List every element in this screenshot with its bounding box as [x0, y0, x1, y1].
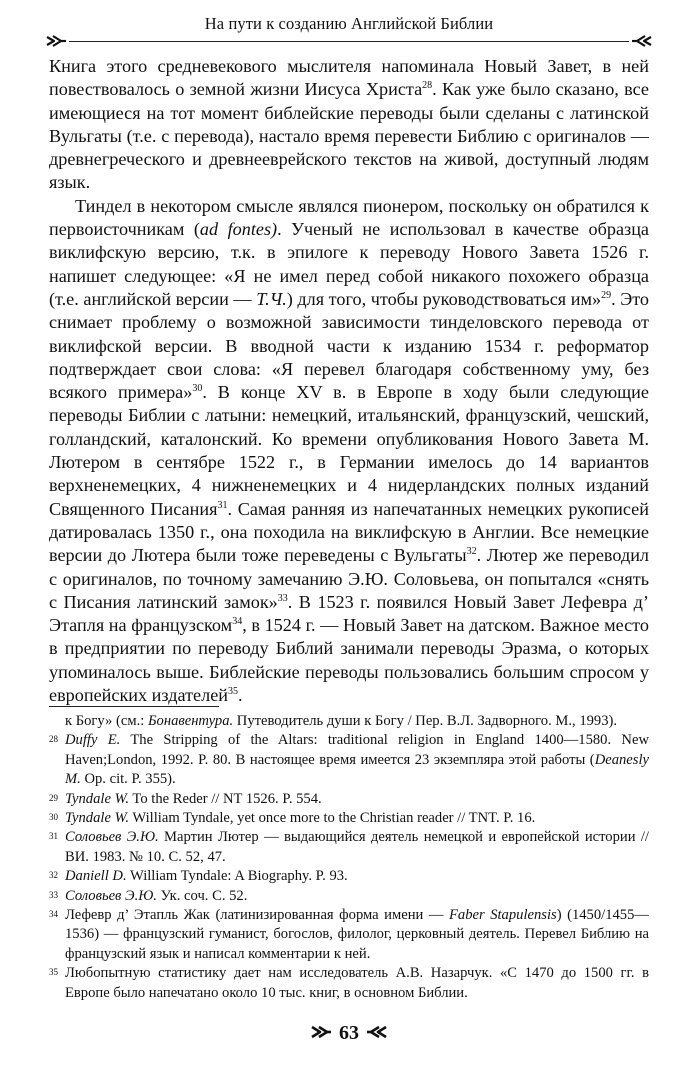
text-run: Мартин Лютер — выдающийся деятель немецкой и европейской истории // ВИ. 1983. № 10. С. 52, 47.: [65, 829, 649, 865]
footnote: [49, 731, 649, 789]
text-run: Op. cit. P. 355).: [80, 771, 176, 788]
text-run: . Самая ранняя из напечатанных немецких рукописей датировалась 1350 г., она походила на виклифскую в Англии. Все немецкие версии до Лютера были тоже переведены с Вульгаты: [49, 498, 649, 566]
italic-text: Соловьев Э.Ю.: [65, 887, 157, 904]
paragraph: [49, 195, 649, 708]
text-run: William Tyndale, yet once more to the Christian reader // TNT. P. 16.: [129, 810, 536, 827]
text-run: , в 1524 г. — Новый Завет на датском. Важное место в предприятии по переводу Библий занимали переводы Эразма, о которых упоминалось выше. Библейские переводы пользовались большим спросом у европейских издателей: [49, 615, 649, 706]
page-number: 63: [339, 1022, 359, 1044]
footnote-ref: 32: [466, 546, 477, 558]
footnotes: [49, 706, 649, 1003]
text-run: Ук. соч. С. 52.: [156, 887, 248, 904]
footnote: [49, 867, 649, 886]
footnote: [49, 828, 649, 867]
italic-text: ad fontes): [199, 219, 278, 240]
paragraph: [49, 55, 649, 195]
footnote: [49, 790, 649, 809]
footnote-number: 32: [49, 870, 58, 881]
text-run: ) для того, чтобы руководствоваться им»: [286, 288, 602, 309]
footnote: [49, 906, 649, 964]
italic-text: Tyndale W.: [65, 810, 130, 827]
header-rule: [69, 41, 629, 42]
text-run: . Это снимает проблему о возможной зависимости тинделовского перевода от виклифской версии. В вводной части к изданию 1534 г. реформатор подтверждает свои слова: «Я перевел благодаря собственному уму, без всякого примера»: [49, 288, 650, 403]
text-run: Тиндел в некотором смысле являлся пионером, поскольку он обратился к первоисточникам (: [49, 195, 649, 240]
footnote: [49, 964, 649, 1003]
text-run: .: [238, 685, 243, 706]
footnote-separator: [49, 706, 219, 707]
footnote-list: [49, 712, 649, 1003]
footnote-number: 28: [49, 734, 58, 745]
footnote-ref: 35: [228, 686, 239, 698]
ornament-arrow-right-icon: [45, 33, 67, 49]
footnote-number: 34: [49, 909, 58, 920]
footnote-ref: 34: [232, 616, 243, 628]
italic-text: Tyndale W.: [65, 790, 130, 807]
text-run: . Как уже было сказано, все имеющиеся на тот момент библейские переводы были сделаны с латинской Вульгаты (т.е. с перевода), настало время перевести Библию с оригиналов — древнегреческого и древнееврейского текстов на живой, доступный людям язык.: [49, 79, 649, 193]
italic-text: Deanesly M.: [65, 751, 649, 788]
book-page: [49, 0, 649, 1080]
footnote-number: 35: [49, 967, 58, 978]
footnote-ref: 31: [217, 499, 228, 511]
footnote-ref: 30: [192, 383, 203, 395]
text-run: . Лютер же переводил с оригиналов, по точному замечанию Э.Ю. Соловьева, он попытался «снять с Писания латинский замок»: [49, 545, 650, 612]
header-title: На пути к созданию Английской Библии: [204, 14, 494, 33]
text-run: . В 1523 г. появился Новый Завет Лефевра д’ Этапля на французском: [49, 591, 649, 636]
footnote: [49, 809, 649, 828]
text-run: To the Reder // NT 1526. P. 554.: [129, 790, 322, 807]
text-run: Книга этого средневекового мыслителя напоминала Новый Завет, в ней повествовалось о земной жизни Иисуса Христа: [49, 56, 649, 100]
page-folio: [49, 1022, 649, 1045]
footnote: [49, 887, 649, 906]
text-run: ) (1450/1455—1536) — французский гуманист, богослов, филолог, церковный деятель. Перевел Библию на французский язык и написал комментарии к ней.: [65, 907, 649, 962]
text-run: к Богу» (см.:: [65, 713, 148, 729]
text-run: . В конце XV в. в Европе в ходу были следующие переводы Библии с латыни: немецкий, итальянский, французский, чешский, голландский, каталонский. Ко времени опубликования Нового Завета М. Лютером в сентябре 1522 г., в Германии имелось до 14 вариантов верхненемецких, 4 нижненемецких и 4 нидерландских полных изданий Священного Писания: [49, 382, 649, 519]
footnote-ref: 29: [601, 289, 612, 301]
italic-text: Duffy E.: [65, 732, 121, 749]
footnote-ref: 28: [422, 80, 433, 92]
footnote: [49, 712, 649, 731]
main-text: [49, 55, 649, 707]
text-run: Любопытную статистику дает нам исследователь А.В. Назарчук. «С 1470 до 1500 гг. в Европе было напечатано около 10 тыс. книг, в основном Библии.: [65, 965, 649, 1001]
ornament-arrow-left-icon: [631, 33, 653, 49]
text-run: Путеводитель души к Богу / Пер. В.Л. Задворного. М., 1993).: [233, 713, 618, 729]
italic-text: Соловьев Э.Ю.: [65, 829, 159, 846]
footnote-ref: 33: [277, 592, 288, 604]
folio-ornament-left-icon: [366, 1024, 388, 1040]
folio-ornament-right-icon: [310, 1024, 332, 1040]
footnote-number: 33: [49, 889, 58, 900]
footnote-number: 29: [49, 792, 58, 803]
text-run: Лефевр д’ Этапль Жак (латинизированная форма имени —: [65, 907, 449, 924]
text-run: . Ученый не использовал в качестве образца виклифскую версию, т.к. в эпилоге к переводу Нового Завета 1526 г. напишет следующее: «Я не имел перед собой никакого похожего образца (т.е. английской версии —: [49, 219, 650, 309]
text-run: The Stripping of the Altars: traditional religion in England 1400—1580. New Haven;London, 1992. P. 80. В настоящее время имеется 23 экземпляра этой работы (: [65, 732, 649, 768]
italic-text: Faber Stapulensis: [449, 907, 557, 924]
italic-text: Т.Ч.: [256, 288, 287, 309]
italic-text: Daniell D.: [65, 868, 127, 885]
footnote-number: 30: [49, 812, 58, 823]
italic-text: Бонавентура.: [147, 713, 234, 729]
text-run: William Tyndale: A Biography. P. 93.: [126, 868, 348, 885]
running-header: [49, 8, 649, 48]
footnote-number: 31: [49, 831, 58, 842]
